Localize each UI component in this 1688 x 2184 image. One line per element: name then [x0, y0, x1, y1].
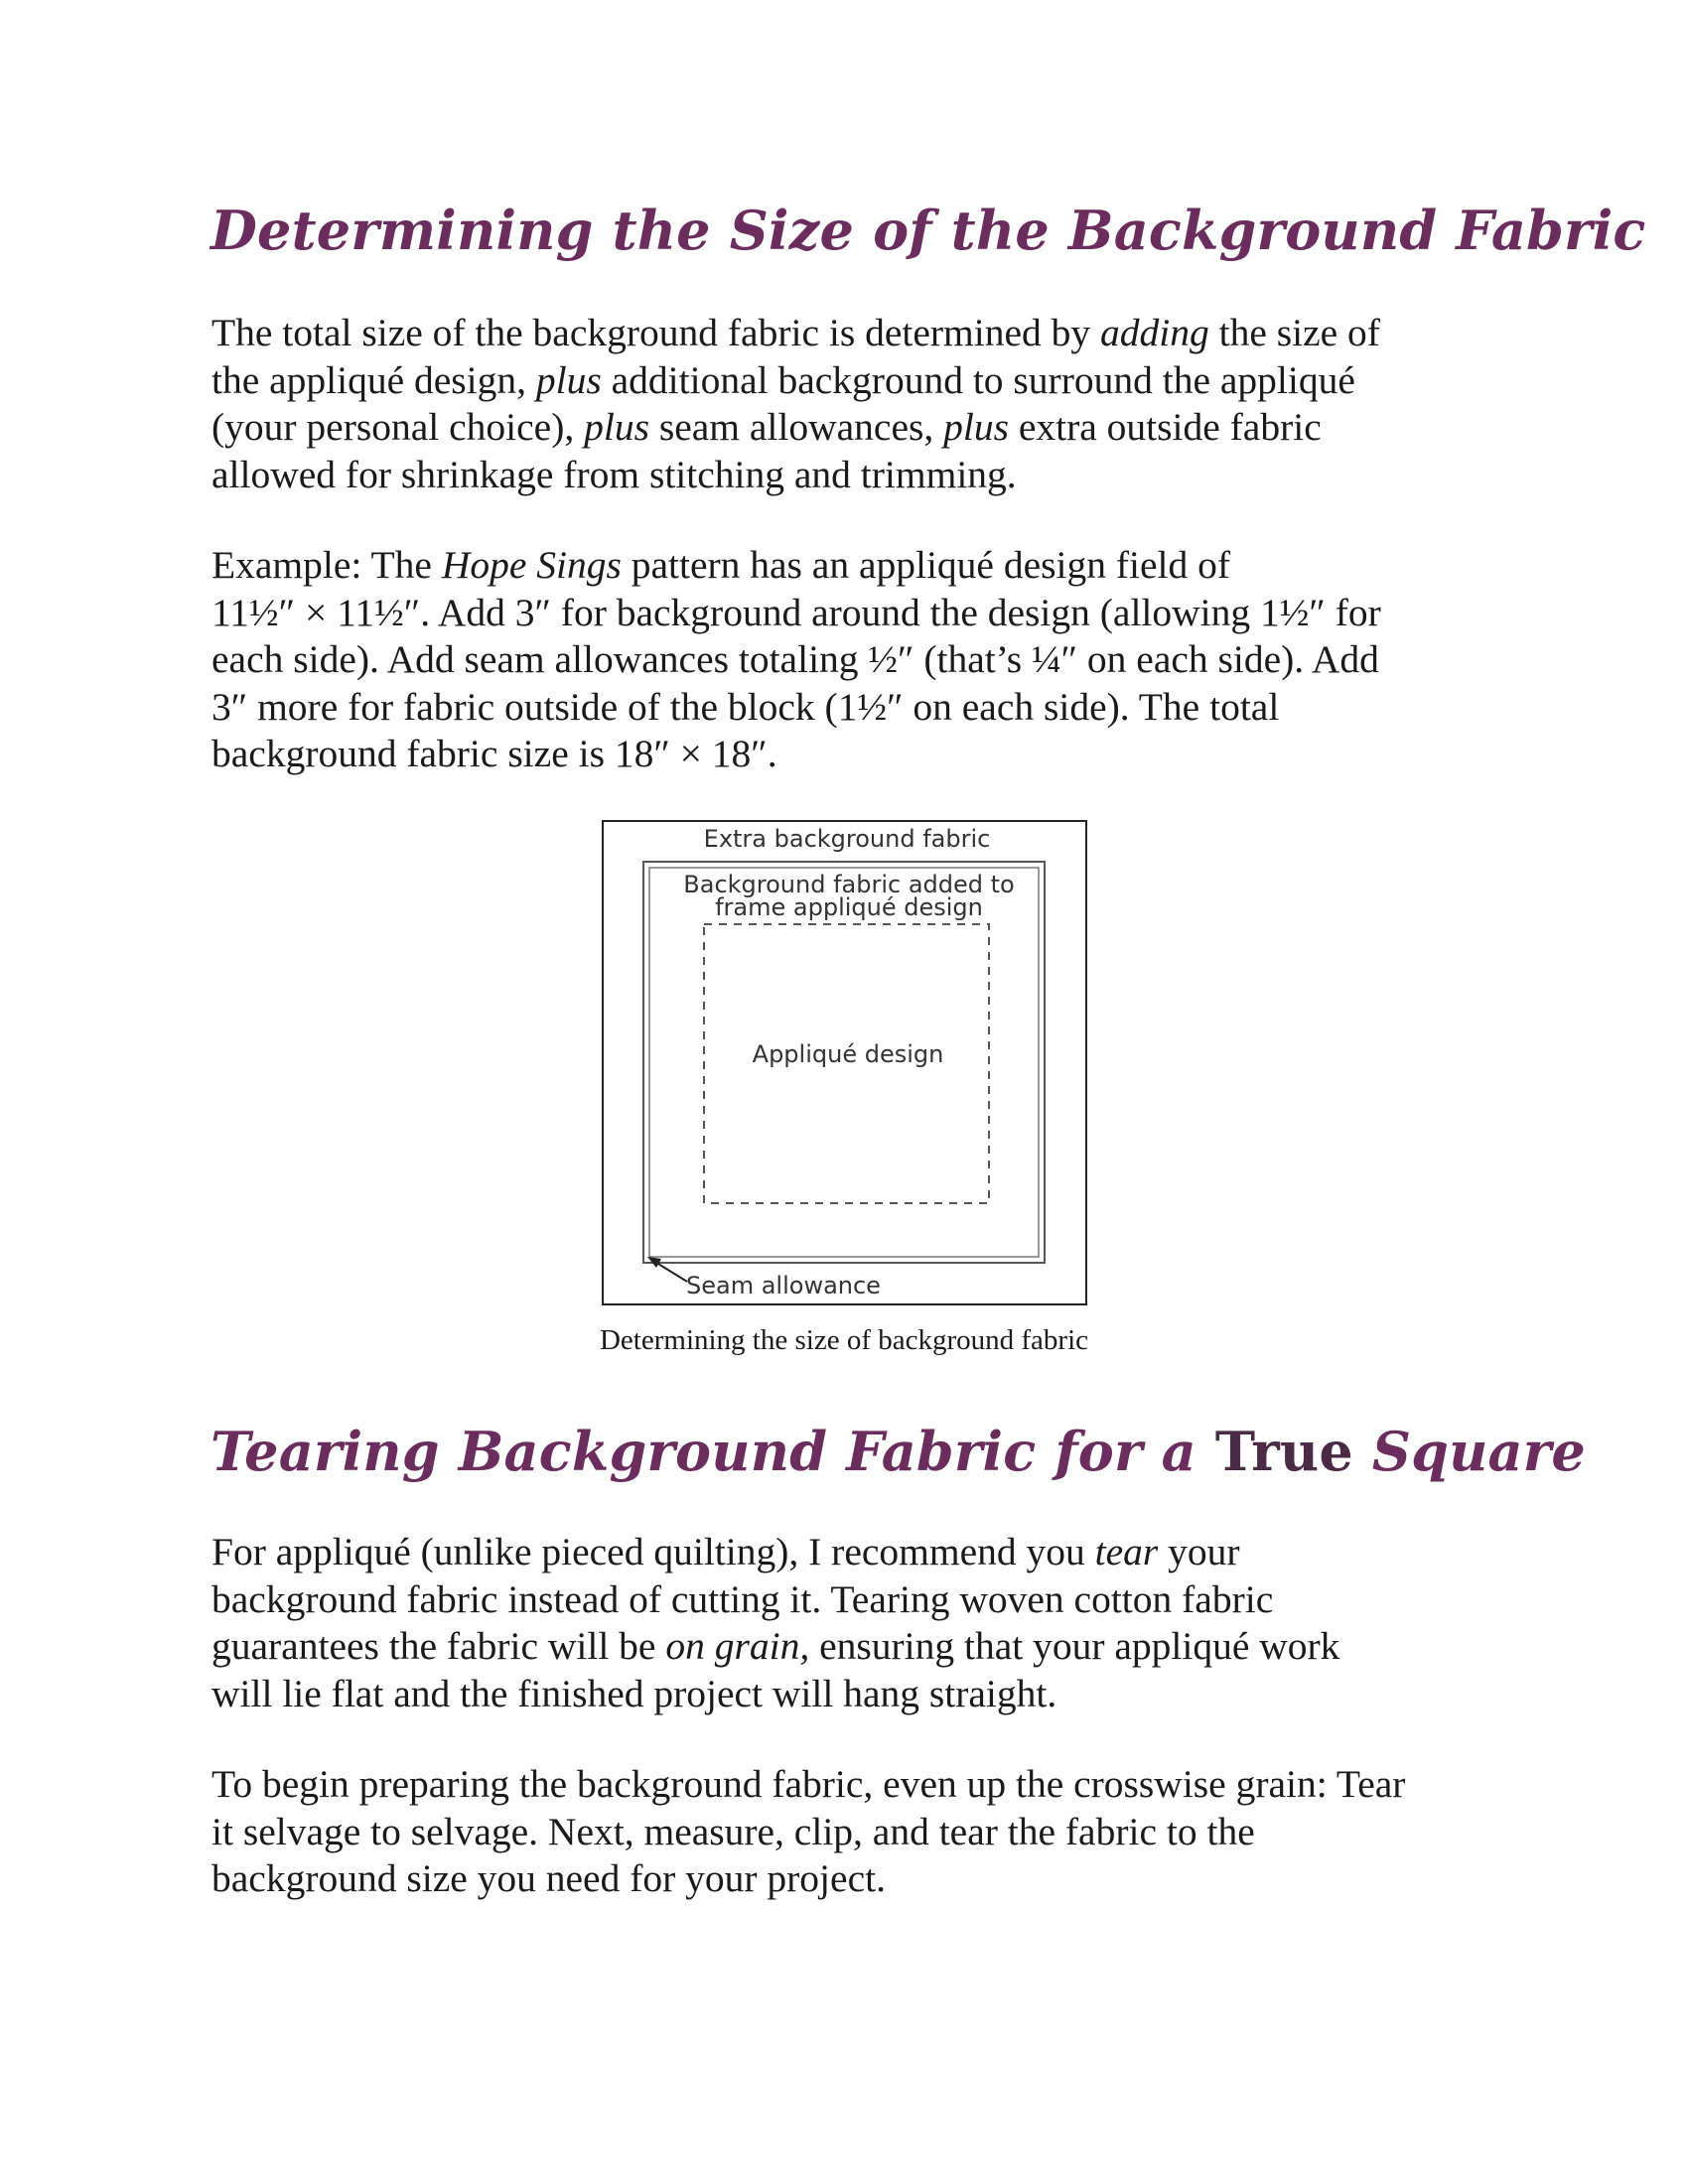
text-line: background size you need for your project.: [211, 1856, 886, 1900]
text-line: For appliqué (unlike pieced quilting), I recommend you tear your: [211, 1530, 1240, 1573]
section-heading-tearing: Tearing Background Fabric for a True Square: [211, 1420, 1586, 1483]
paragraph-tearing: [211, 1529, 1492, 1717]
text-line: will lie flat and the finished project will hang straight.: [211, 1671, 1057, 1715]
label-seam-allowance: Seam allowance: [686, 1272, 881, 1299]
label-extra-background: Extra background fabric: [703, 825, 991, 853]
paragraph-preparing: [211, 1761, 1492, 1903]
label-frame-line-2: frame appliqué design: [715, 893, 983, 921]
paragraph-background-size: [211, 310, 1492, 498]
paragraph-example: [211, 542, 1492, 778]
text-line: The total size of the background fabric is determined by adding the size of: [211, 311, 1380, 354]
background-fabric-diagram: [602, 820, 1087, 1305]
text-line: (your personal choice), plus seam allowances, plus extra outside fabric: [211, 405, 1322, 449]
text-line: 3″ more for fabric outside of the block (1½″ on each side). The total: [211, 684, 1280, 729]
text-line: guarantees the fabric will be on grain, ensuring that your appliqué work: [211, 1624, 1340, 1668]
text-line: each side). Add seam allowances totaling ½″ (that’s ¼″ on each side). Add: [211, 637, 1379, 681]
text-line: the appliqué design, plus additional background to surround the appliqué: [211, 357, 1355, 402]
text-line: allowed for shrinkage from stitching and trimming.: [211, 452, 1017, 496]
section-heading-background-size: Determining the Size of the Background Fabric: [211, 199, 1646, 262]
label-applique-design: Appliqué design: [752, 1040, 944, 1068]
text-line: background fabric instead of cutting it. Tearing woven cotton fabric: [211, 1576, 1274, 1621]
label-frame-line-1: Background fabric added to: [683, 871, 1015, 898]
text-line: it selvage to selvage. Next, measure, clip, and tear the fabric to the: [211, 1809, 1255, 1853]
text-line: background fabric size is 18″ × 18″.: [211, 732, 777, 775]
text-line: Example: The Hope Sings pattern has an appliqué design field of: [211, 543, 1231, 587]
text-line: To begin preparing the background fabric, even up the crosswise grain: Tear: [211, 1762, 1406, 1806]
figure-caption: Determining the size of background fabric: [599, 1324, 1088, 1356]
text-line: 11½″ × 11½″. Add 3″ for background around the design (allowing 1½″ for: [211, 590, 1381, 634]
